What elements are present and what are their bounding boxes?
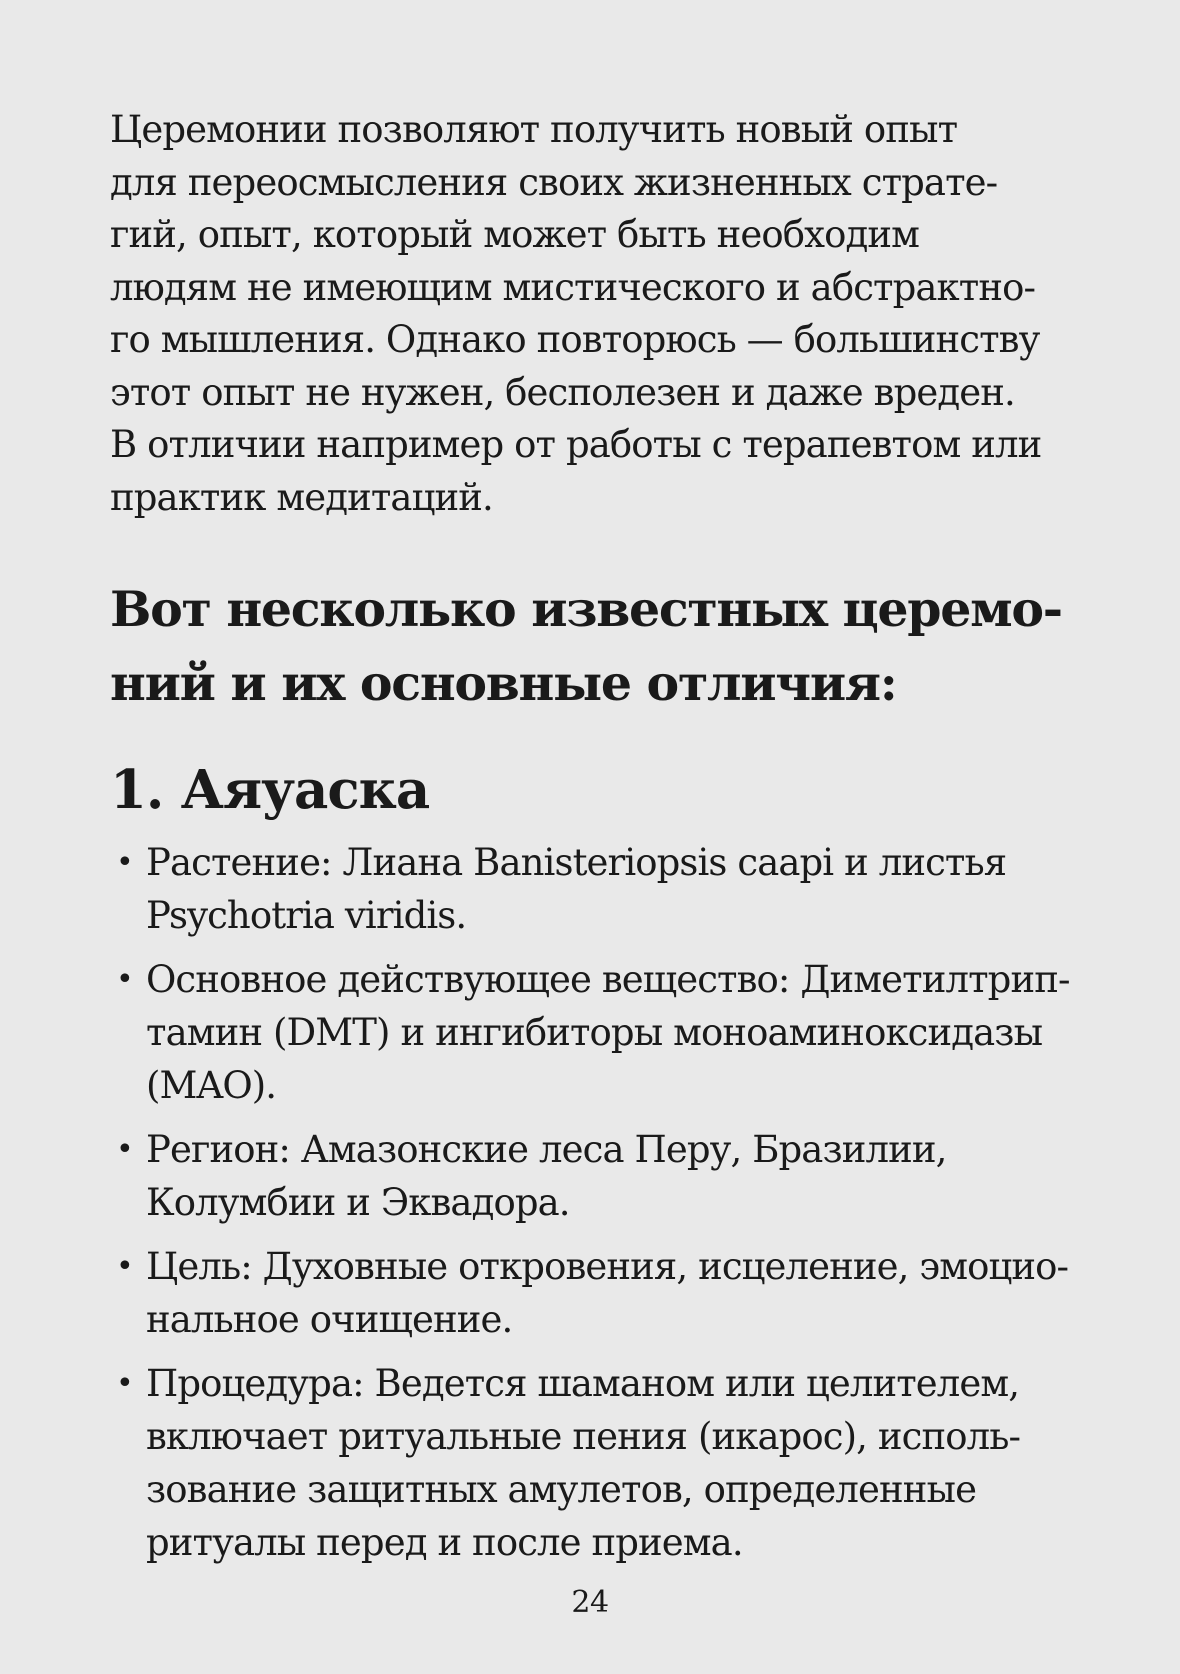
- text-line: этот опыт не нужен, бесполезен и даже вреден.: [110, 370, 1015, 414]
- list-item-text: [146, 953, 1126, 1112]
- text-line: включает ритуальные пения (икарос), исполь-: [146, 1415, 1021, 1458]
- text-line: В отличии например от работы с терапевтом или: [110, 423, 1042, 466]
- list-item-text: [146, 1123, 1126, 1229]
- text-line: людям не имеющим мистического и абстрактно-: [110, 265, 1036, 309]
- list-item-text: [146, 1240, 1126, 1346]
- text-line: Psychotria viridis.: [146, 894, 467, 937]
- heading-line: ний и их основные отличия:: [110, 654, 897, 712]
- bullet-icon: •: [116, 962, 133, 997]
- text-line: Регион: Амазонские леса Перу, Бразилии,: [146, 1128, 947, 1171]
- text-line: (MAO).: [146, 1064, 277, 1107]
- section-heading: [110, 572, 1110, 720]
- text-line: гий, опыт, который может быть необходим: [110, 213, 919, 256]
- text-line: Колумбии и Эквадора.: [146, 1181, 570, 1224]
- list-item-text: [146, 836, 1126, 942]
- text-line: тамин (DMT) и ингибиторы моноаминоксидазы: [146, 1011, 1043, 1054]
- text-line: для переосмысления своих жизненных страте-: [110, 160, 998, 204]
- text-line: Цель: Духовные откровения, исцеление, эмоцио-: [146, 1245, 1069, 1288]
- text-line: Основное действующее вещество: Диметилтрип-: [146, 958, 1070, 1001]
- heading-line: Вот несколько известных церемо-: [110, 580, 1062, 638]
- text-line: ритуалы перед и после приема.: [146, 1521, 743, 1564]
- item-heading: 1. Аяуаска: [110, 759, 430, 821]
- text-line: Растение: Лиана Banisteriopsis caapi и листья: [146, 841, 1007, 884]
- list-item-text: [146, 1357, 1126, 1569]
- text-line: Церемонии позволяют получить новый опыт: [110, 108, 958, 151]
- bullet-icon: •: [116, 845, 133, 880]
- page-number: 24: [571, 1585, 609, 1620]
- intro-paragraph: [110, 104, 1110, 524]
- bullet-icon: •: [116, 1132, 133, 1167]
- text-line: зование защитных амулетов, определенные: [146, 1468, 977, 1511]
- text-line: нальное очищение.: [146, 1298, 513, 1341]
- text-line: практик медитаций.: [110, 475, 493, 519]
- bullet-icon: •: [116, 1366, 133, 1401]
- bullet-icon: •: [116, 1249, 133, 1284]
- text-line: Процедура: Ведется шаманом или целителем,: [146, 1362, 1020, 1405]
- text-line: го мышления. Однако повторюсь — большинству: [110, 318, 1040, 361]
